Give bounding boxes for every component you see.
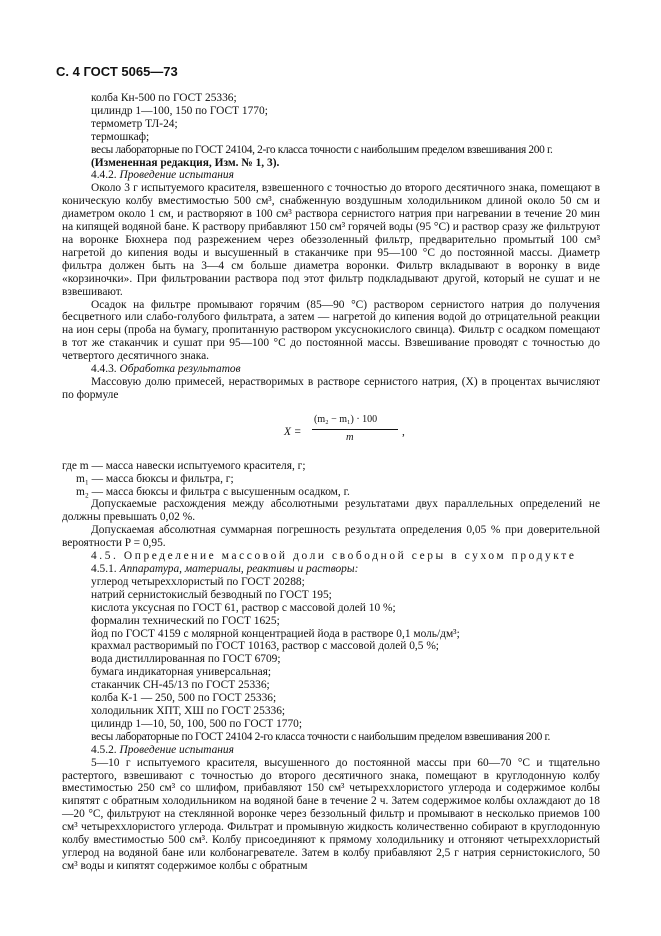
formula-numerator: (m₂ − m₁) · 100: [314, 413, 378, 425]
where-item: m₁ — масса бюксы и фильтра, г;: [76, 472, 234, 485]
section-heading: [62, 563, 600, 576]
list-item: термошкаф;: [91, 130, 150, 143]
list-item: формалин технический по ГОСТ 1625;: [91, 614, 280, 627]
section-title: Проведение испытания: [119, 169, 234, 182]
document-body: [62, 92, 600, 873]
list-item: холодильник ХПТ, ХШ по ГОСТ 25336;: [91, 704, 286, 717]
paragraph: Осадок на фильтре промывают горячим (85—90 °С) раствором сернистого натрия до получения бесцветного или слабо-голубого фильтрата, а затем — нагретой до кипения водой до отрицательной реакции на ион серы (проба на бумагу, пропитанную раствором уксуснокислого свинца). Фильтр с осадком помещают в тот же стаканчик и сушат при 95—100 °С до постоянной массы. Взвешивание проводят с точностью до четвертого десятичного знака.: [62, 298, 600, 363]
section-title: Аппаратура, материалы, реактивы и растворы:: [119, 563, 359, 575]
formula-block: [62, 406, 600, 458]
paragraph: Допускаемые расхождения между абсолютными результатами двух параллельных определений не должны превышать 0,02 %.: [62, 498, 600, 524]
formula-denominator: m: [346, 431, 354, 443]
list-item: углерод четыреххлористый по ГОСТ 20288;: [91, 575, 305, 588]
where-item: где m — масса навески испытуемого красителя, г;: [62, 459, 306, 472]
list-item: цилиндр 1—10, 50, 100, 500 по ГОСТ 1770;: [91, 717, 303, 730]
paragraph: Допускаемая абсолютная суммарная погрешность результата определения 0,05 % при доверительной вероятности P = 0,95.: [62, 524, 600, 550]
section-heading: [62, 363, 600, 376]
formula-lhs: X =: [284, 425, 302, 438]
formula-tail: ,: [402, 425, 405, 438]
section-number: 4.4.3.: [91, 363, 117, 376]
list-item: колба К-1 — 250, 500 по ГОСТ 25336;: [91, 692, 277, 705]
list-item: термометр ТЛ-24;: [91, 117, 178, 130]
paragraph: 5—10 г испытуемого красителя, высушенного до постоянной массы при 60—70 °С и тщательно растертого, взвешивают с точностью до второго десятичного знака, помещают в круглодонную колбу вместимостью 250 см³ со шлифом, прибавляют 150 см³ четыреххлористого углерода и содержимое колбы кипятят с обратным холодильником на водяной бане в течение 2 ч. Затем содержимое колбы охлаждают до 18—20 °С, фильтруют на стеклянной воронке через беззольный фильтр и промывают в несколько приемов 100 см³ четыреххлористого углерода. Фильтрат и промывную жидкость количественно собирают в круглодонную колбу вместимостью 500 см³. Колбу присоединяют к прямому холодильнику и отгоняют четыреххлористый углерод на водяной бане или колбонагревателе. Затем в колбу прибавляют 2,5 г натрия сернистокислого, 50 см³ воды и кипятят содержимое колбы с обратным: [62, 756, 600, 872]
list-item: весы лабораторные по ГОСТ 24104, 2-го класса точности с наибольшим пределом взвешивания 200 г.: [91, 143, 553, 156]
list-item: крахмал растворимый по ГОСТ 10163, раствор с массовой долей 0,5 %;: [91, 640, 439, 653]
list-item: цилиндр 1—100, 150 по ГОСТ 1770;: [91, 104, 268, 117]
section-title: Проведение испытания: [119, 743, 234, 756]
paragraph: Около 3 г испытуемого красителя, взвешенного с точностью до второго десятичного знака, помещают в коническую колбу вместимостью 500 см³, снабженную воздушным холодильником длиной около 50 см и диаметром около 1 см, и растворяют в 100 см³ раствора сернистого натрия при нагревании в течение 20 мин на кипящей водяной бане. К раствору прибавляют 150 см³ горячей воды (95 °С) и раствор сразу же фильтруют на воронке Бюхнера под разрежением через обеззоленный фильтр, предварительно промытый 100 см³ нагретой до кипения воды и высушенный в стаканчике при 95—100 °С до постоянной массы. Диаметр фильтра должен быть на 3—4 см больше диаметра воронки. Фильтр вкладывают в воронку в виде «корзиночки». При фильтровании раствора под этот фильтр подкладывают другой, который не сушат и не взвешивают.: [62, 182, 600, 298]
list-item: кислота уксусная по ГОСТ 61, раствор с массовой долей 10 %;: [91, 601, 396, 614]
section-number: 4.5.2.: [91, 743, 117, 756]
section-heading: [62, 169, 600, 182]
list-item: йод по ГОСТ 4159 с молярной концентрацией йода в растворе 0,1 моль/дм³;: [91, 627, 460, 640]
list-item: натрий сернистокислый безводный по ГОСТ 195;: [91, 588, 332, 601]
paragraph: Массовую долю примесей, нерастворимых в растворе сернистого натрия, (X) в процентах вычисляют по формуле: [62, 375, 600, 401]
section-title: Обработка результатов: [119, 363, 241, 376]
where-item: m₂ — масса бюксы и фильтра с высушенным осадком, г.: [76, 485, 350, 498]
list-item: бумага индикаторная универсальная;: [91, 666, 272, 679]
section-number: 4.5.1.: [91, 563, 117, 575]
list-item: весы лабораторные по ГОСТ 24104 2-го класса точности с наибольшим пределом взвешивания 200 г.: [91, 730, 551, 743]
fraction-bar: [312, 429, 398, 430]
list-item: стаканчик СН-45/13 по ГОСТ 25336;: [91, 679, 270, 692]
section-heading: [62, 744, 600, 757]
section-number: 4.4.2.: [91, 169, 117, 182]
section-heading: 4.5. Определение массовой доли свободной серы в сухом продукте: [91, 550, 577, 563]
list-item: колба Кн-500 по ГОСТ 25336;: [91, 92, 237, 104]
list-item: вода дистиллированная по ГОСТ 6709;: [91, 653, 281, 666]
page-header: С. 4 ГОСТ 5065—73: [56, 64, 178, 79]
amendment-note: (Измененная редакция, Изм. № 1, 3).: [91, 156, 280, 169]
